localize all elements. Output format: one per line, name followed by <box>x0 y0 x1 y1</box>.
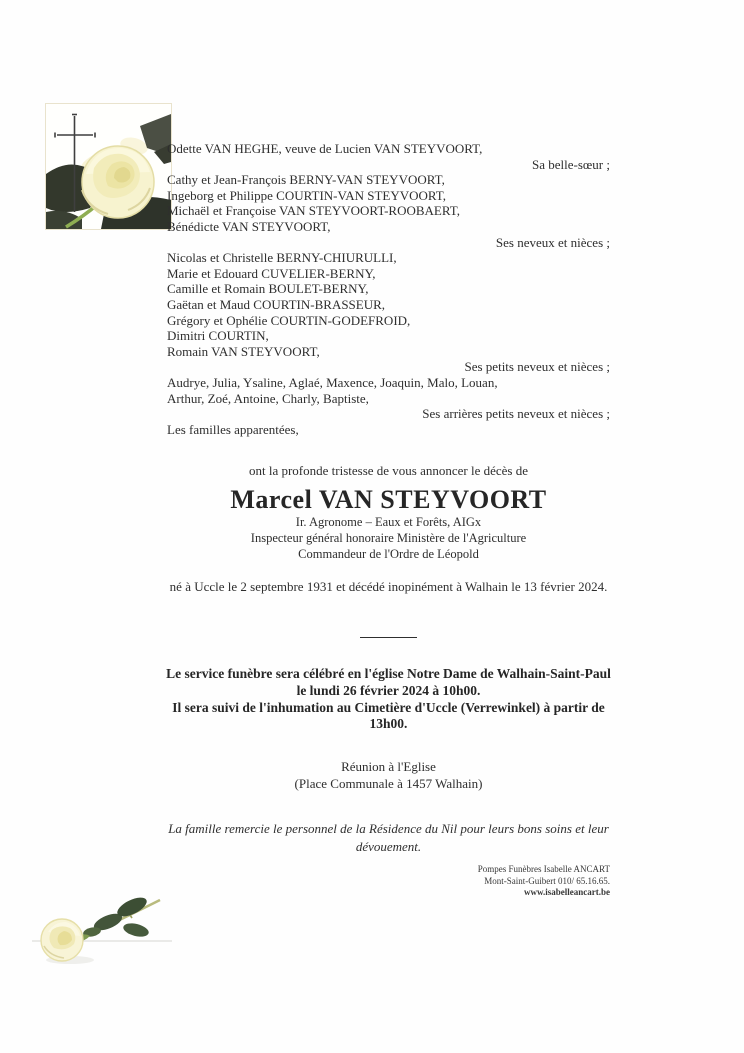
relation-label: Ses arrières petits neveux et nièces ; <box>422 406 610 422</box>
family-group <box>167 141 610 172</box>
announcement-intro: ont la profonde tristesse de vous annoncer le décès de <box>248 463 529 478</box>
cross-and-rose-image <box>45 103 172 230</box>
relation-label: Sa belle-sœur ; <box>532 156 610 172</box>
meeting-line: Réunion à l'Eglise <box>341 759 436 774</box>
birth-death-line: né à Uccle le 2 septembre 1931 et décédé inopinément à Walhain le 13 février 2024. <box>169 579 608 594</box>
family-group <box>167 172 610 250</box>
family-member-line: Arthur, Zoé, Antoine, Charly, Baptiste, <box>167 390 369 406</box>
title-line: Commandeur de l'Ordre de Léopold <box>298 546 479 561</box>
meeting-line: (Place Communale à 1457 Walhain) <box>294 776 483 791</box>
family-member-line: Gaëtan et Maud COURTIN-BRASSEUR, <box>167 296 386 312</box>
family-member-line: Grégory et Ophélie COURTIN-GODEFROID, <box>167 312 411 328</box>
title-line: Inspecteur général honoraire Ministère de l'Agriculture <box>250 530 527 545</box>
funeral-home-footer <box>167 864 610 899</box>
family-member-line: Romain VAN STEYVOORT, <box>167 343 320 359</box>
cross-and-rose-artwork <box>46 104 171 229</box>
family-member-line: Cathy et Jean-François BERNY-VAN STEYVOORT, <box>167 172 445 188</box>
title-line: Ir. Agronome – Eaux et Forêts, AIGx <box>295 515 482 529</box>
relation-label: Ses petits neveux et nièces ; <box>464 359 610 375</box>
family-member-line: Dimitri COURTIN, <box>167 328 269 344</box>
funeral-home-contact: Mont-Saint-Guibert 010/ 65.16.65. <box>484 875 610 886</box>
family-member-line: Les familles apparentées, <box>167 421 299 437</box>
funeral-home-name: Pompes Funèbres Isabelle ANCART <box>477 864 610 874</box>
family-group <box>167 375 610 422</box>
family-member-line: Ingeborg et Philippe COURTIN-VAN STEYVOORT, <box>167 187 447 203</box>
relation-label: Ses neveux et nièces ; <box>495 234 610 250</box>
lying-rose-image <box>32 878 172 980</box>
funeral-home-website: www.isabelleancart.be <box>524 887 610 897</box>
family-member-line: Odette VAN HEGHE, veuve de Lucien VAN STEYVOORT, <box>167 141 483 156</box>
lying-rose-artwork <box>32 878 172 980</box>
family-member-line: Audrye, Julia, Ysaline, Aglaé, Maxence, Joaquin, Malo, Louan, <box>167 374 498 390</box>
deceased-name: Marcel VAN STEYVOORT <box>230 485 547 514</box>
family-group <box>167 422 610 438</box>
family-member-line: Bénédicte VAN STEYVOORT, <box>167 218 331 234</box>
family-group <box>167 250 610 375</box>
section-divider <box>360 637 417 638</box>
family-member-line: Camille et Romain BOULET-BERNY, <box>167 281 369 297</box>
family-member-line: Marie et Edouard CUVELIER-BERNY, <box>167 265 376 281</box>
deceased-titles <box>167 515 610 562</box>
announcement-section <box>167 462 610 562</box>
service-line: Le service funèbre sera célébré en l'église Notre Dame de Walhain-Saint-Paul <box>166 666 611 681</box>
service-details <box>160 666 617 733</box>
family-thanks: La famille remercie le personnel de la Résidence du Nil pour leurs bons soins et leur dévouement. <box>168 821 609 854</box>
service-line: le lundi 26 février 2024 à 10h00. <box>296 682 481 698</box>
service-line: Il sera suivi de l'inhumation au Cimetière d'Uccle (Verrewinkel) à partir de 13h00. <box>172 699 605 732</box>
family-member-line: Nicolas et Christelle BERNY-CHIURULLI, <box>167 250 397 266</box>
family-list <box>167 141 610 437</box>
meeting-info <box>167 758 610 792</box>
family-member-line: Michaël et Françoise VAN STEYVOORT-ROOBAERT, <box>167 203 460 219</box>
